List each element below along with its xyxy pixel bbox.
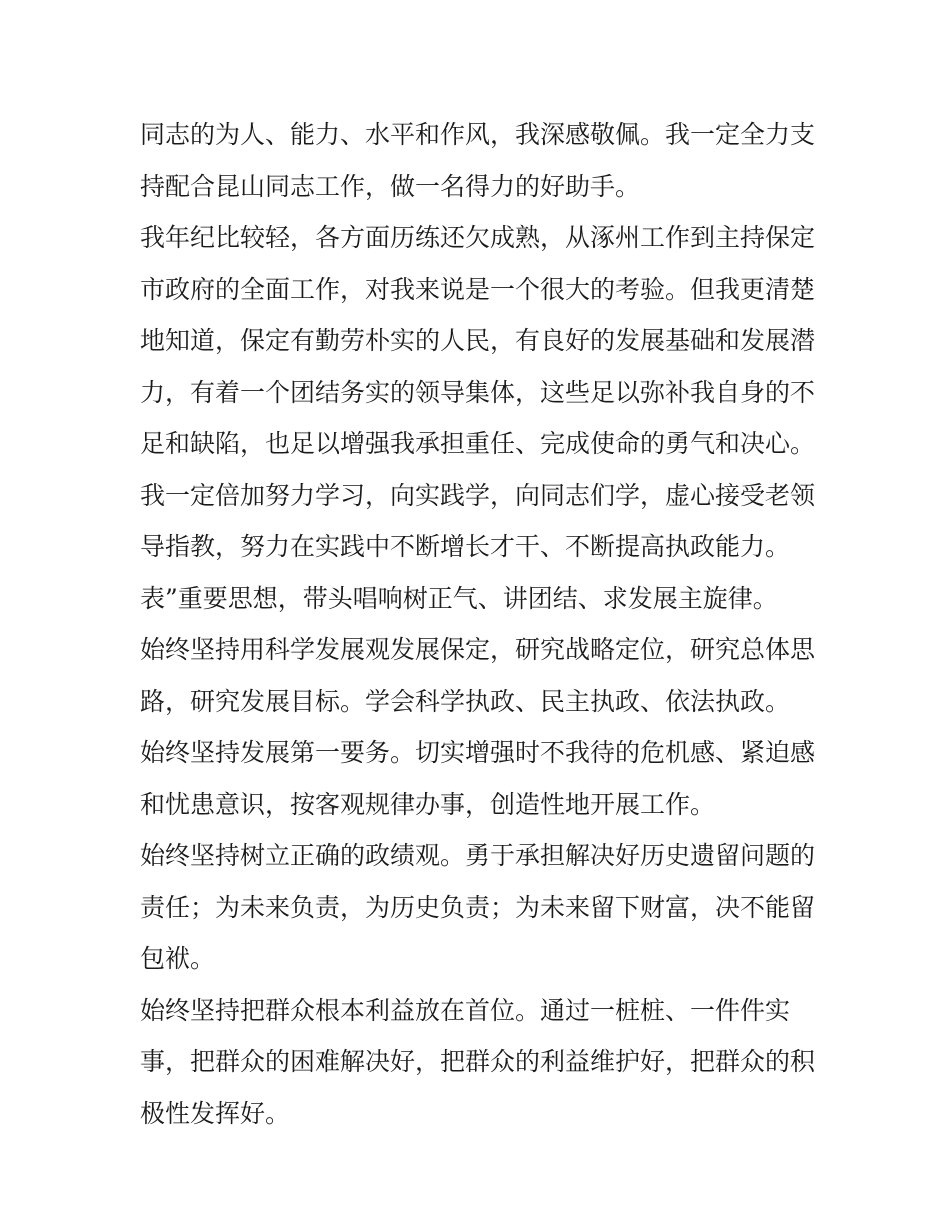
text-line: 路，研究发展目标。学会科学执政、民主执政、依法执政。	[140, 686, 791, 716]
paragraph-7	[140, 830, 820, 985]
text-line: 表”重要思想，带头唱响树正气、讲团结、求发展主旋律。	[140, 583, 778, 613]
text-line: 始终坚持发展第一要务。切实增强时不我待的危机感、紧迫感	[140, 738, 816, 767]
paragraph-4	[140, 573, 820, 625]
text-line: 极性发挥好。	[140, 1098, 291, 1128]
text-line: 我年纪比较轻，各方面历练还欠成熟，从涿州工作到主持保定	[140, 223, 816, 252]
text-line: 始终坚持把群众根本利益放在首位。通过一桩桩、一件件实	[140, 995, 791, 1025]
paragraph-3	[140, 470, 820, 573]
text-line: 持配合昆山同志工作，做一名得力的好助手。	[140, 171, 641, 201]
paragraph-1	[140, 109, 820, 212]
text-line: 责任；为未来负责，为历史负责；为未来留下财富，决不能留	[140, 892, 816, 922]
text-line: 我一定倍加努力学习，向实践学，向同志们学，虚心接受老领	[140, 480, 816, 510]
text-line: 始终坚持树立正确的政绩观。勇于承担解决好历史遗留问题的	[140, 841, 816, 870]
text-line: 同志的为人、能力、水平和作风，我深感敬佩。我一定全力支	[140, 120, 816, 149]
paragraph-5	[140, 624, 820, 727]
text-line: 足和缺陷，也足以增强我承担重任、完成使命的勇气和决心。	[140, 429, 816, 458]
paragraph-6	[140, 727, 820, 830]
text-line: 地知道，保定有勤劳朴实的人民，有良好的发展基础和发展潜	[140, 326, 816, 355]
text-line: 导指教，努力在实践中不断增长才干、不断提高执政能力。	[140, 532, 791, 561]
document-body	[140, 109, 820, 1139]
text-line: 事，把群众的困难解决好，把群众的利益维护好，把群众的积	[140, 1047, 816, 1076]
text-line: 力，有着一个团结务实的领导集体，这些足以弥补我自身的不	[140, 377, 816, 407]
text-line: 市政府的全面工作，对我来说是一个很大的考验。但我更清楚	[140, 274, 816, 304]
text-line: 包袱。	[140, 944, 216, 973]
text-line: 始终坚持用科学发展观发展保定，研究战略定位，研究总体思	[140, 635, 816, 664]
paragraph-2	[140, 212, 820, 470]
paragraph-8	[140, 985, 820, 1140]
text-line: 和忧患意识，按客观规律办事，创造性地开展工作。	[140, 789, 716, 819]
